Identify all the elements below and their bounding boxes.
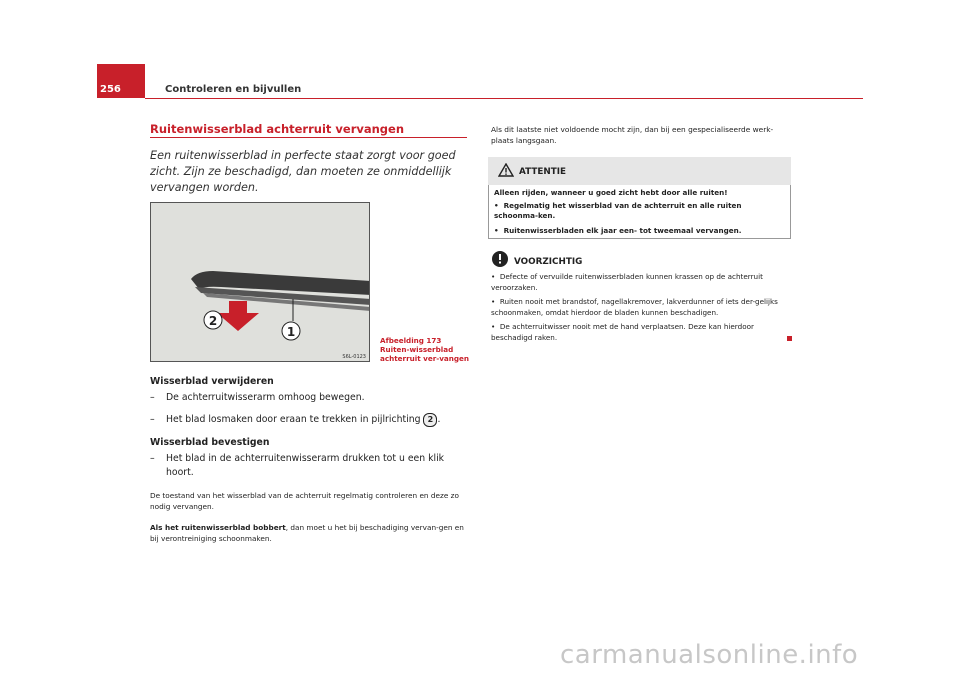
figure-code: S6L-0123 <box>342 354 366 360</box>
section-end-marker <box>787 336 792 341</box>
attention-bullet-2-text: Regelmatig het wisserblad van de achterruit en alle ruiten schoonma-ken. <box>494 201 742 220</box>
step-dash: – <box>150 453 155 464</box>
figure-label-1: 1 <box>286 325 296 339</box>
attention-bullet-2 <box>494 201 786 221</box>
caution-icon <box>491 250 509 268</box>
watermark: carmanualsonline.info <box>560 640 859 670</box>
warning-triangle-icon <box>498 163 514 177</box>
fit-heading: Wisserblad bevestigen <box>150 437 270 448</box>
caution-bullet-2-text: Ruiten nooit met brandstof, nagellakremover, lakverdunner of iets der-gelijks schoonmaken, omdat hierdoor de bladen kunnen beschadigen. <box>491 297 778 317</box>
figure-caption: Afbeelding 173 Ruiten-wisserblad achterruit ver-vangen <box>380 336 470 363</box>
page-number: 256 <box>100 84 121 95</box>
section-title: Ruitenwisserblad achterruit vervangen <box>150 122 405 136</box>
step-end: . <box>437 414 441 425</box>
caution-bullet-2 <box>491 297 791 318</box>
wiper-blade-figure <box>150 202 370 362</box>
figure-label-2: 2 <box>208 314 218 328</box>
caution-bullet-3-text: De achterruitwisser nooit met de hand verplaatsen. Deze kan hierdoor beschadigd raken. <box>491 322 754 342</box>
bullet: • <box>491 322 496 331</box>
note-bobbing-bold: Als het ruitenwisserblad bobbert <box>150 523 286 532</box>
wiper-illustration <box>151 203 370 362</box>
callout-2-ref: 2 <box>423 413 437 427</box>
title-divider <box>150 137 467 138</box>
bullet: • <box>494 226 499 235</box>
header-divider <box>145 98 863 99</box>
caution-bullet-1-text: Defecte of vervuilde ruitenwisserbladen kunnen krassen op de achterruit veroorzaken. <box>491 272 763 292</box>
attention-title: ATTENTIE <box>519 167 566 177</box>
note-inspection: De toestand van het wisserblad van de achterruit regelmatig controleren en deze zo nodig vervangen. <box>150 491 459 511</box>
remove-step-1 <box>150 391 470 405</box>
fit-step-1 <box>150 452 460 480</box>
remove-step-2-text: Het blad losmaken door eraan te trekken in pijlrichting <box>166 414 421 425</box>
attention-bullet-3-text: Ruitenwisserbladen elk jaar een- tot tweemaal vervangen. <box>503 226 742 235</box>
section-intro: Een ruitenwisserblad in perfecte staat zorgt voor goed zicht. Zijn ze beschadigd, dan moeten ze onmiddellijk vervangen worden. <box>150 149 456 194</box>
step-dash: – <box>150 414 155 425</box>
note-bobbing <box>150 522 468 544</box>
attention-line-1: Alleen rijden, wanneer u goed zicht hebt door alle ruiten! <box>494 188 728 197</box>
right-intro: Als dit laatste niet voldoende mocht zijn, dan bij een gespecialiseerde werk-plaats langsgaan. <box>491 125 774 145</box>
caution-title: VOORZICHTIG <box>514 257 583 267</box>
chapter-title: Controleren en bijvullen <box>165 84 302 95</box>
caution-bullet-3 <box>491 322 791 343</box>
note-bobbing-text: , dan moet u het bij beschadiging vervan-gen en bij verontreiniging schoonmaken. <box>150 523 464 543</box>
bullet: • <box>491 297 496 306</box>
remove-heading: Wisserblad verwijderen <box>150 376 274 387</box>
attention-bullet-3 <box>494 226 786 236</box>
bullet: • <box>491 272 496 281</box>
bullet: • <box>494 201 499 210</box>
step-dash: – <box>150 392 155 403</box>
remove-step-1-text: De achterruitwisserarm omhoog bewegen. <box>166 392 365 403</box>
fit-step-1-text: Het blad in de achterruitenwisserarm drukken tot u een klik hoort. <box>166 453 445 478</box>
caution-bullet-1 <box>491 272 791 293</box>
remove-step-2 <box>150 413 470 427</box>
